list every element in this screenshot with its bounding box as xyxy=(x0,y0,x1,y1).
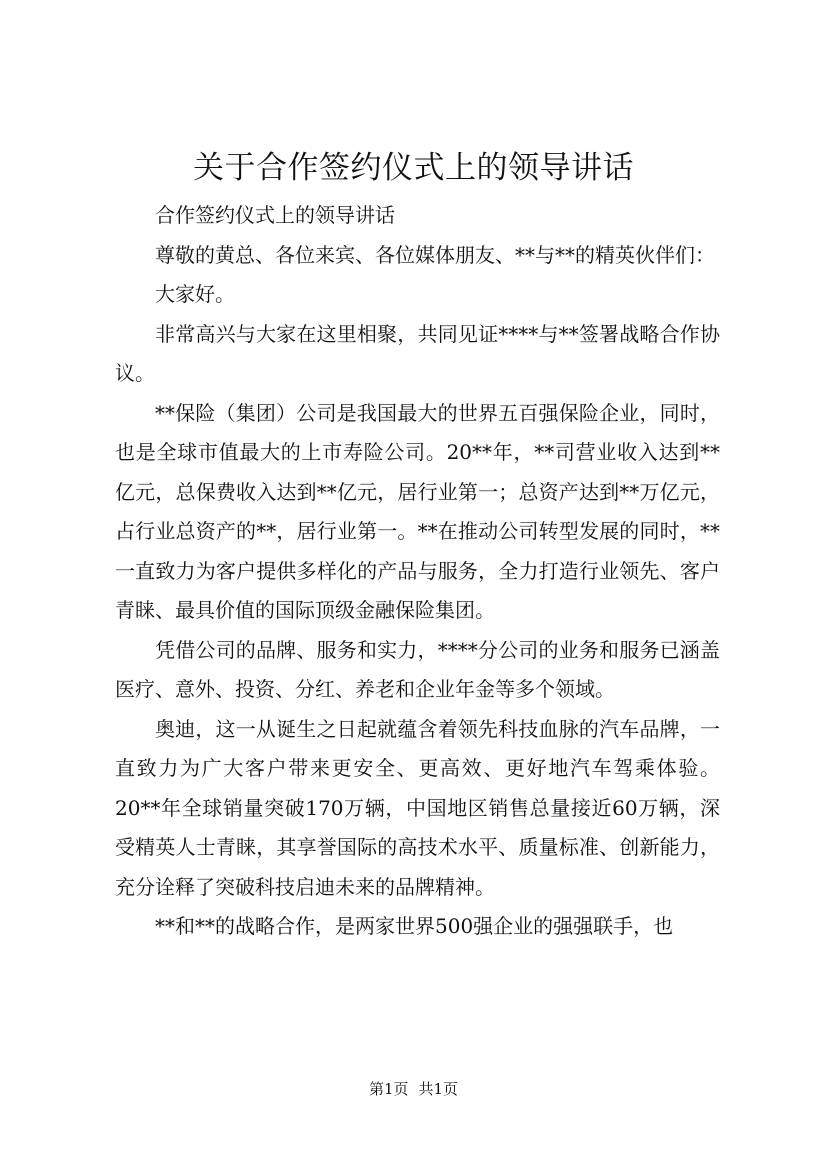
paragraph-partnership: **和**的战略合作，是两家世界500强企业的强强联手，也 xyxy=(155,914,674,938)
paragraph-subtitle: 合作签约仪式上的领导讲话 xyxy=(155,203,395,227)
paragraph-company-profile: **保险（集团）公司是我国最大的世界五百强保险企业，同时，也是全球市值最大的上市寿险公司。20**年，**司营业收入达到**亿元，总保费收入达到**亿元，居行业第一；总资产达到**万亿元，占行业总资产的**，居行业第一。**在推动公司转型发展的同时，**一直致力为客户提供多样化的产品与服务，全力打造行业领先、客户青睐、最具价值的国际顶级金融保险集团。 xyxy=(115,400,720,622)
paragraph-greeting: 大家好。 xyxy=(155,282,235,306)
page-number: 第1页 xyxy=(368,1080,409,1098)
paragraph-business-scope: 凭借公司的品牌、服务和实力，****分公司的业务和服务已涵盖医疗、意外、投资、分红、养老和企业年金等多个领域。 xyxy=(115,637,720,701)
paragraph-salutation: 尊敬的黄总、各位来宾、各位媒体朋友、**与**的精英伙伴们： xyxy=(155,242,715,267)
document-title: 关于合作签约仪式上的领导讲话 xyxy=(193,150,634,186)
document-body xyxy=(115,196,720,947)
page-total: 共1页 xyxy=(418,1080,459,1098)
paragraph-intro: 非常高兴与大家在这里相聚，共同见证****与**签署战略合作协议。 xyxy=(115,321,720,385)
paragraph-audi-profile: 奥迪，这一从诞生之日起就蕴含着领先科技血脉的汽车品牌，一直致力为广大客户带来更安全、更高效、更好地汽车驾乘体验。20**年全球销量突破170万辆，中国地区销售总量接近60万辆，深受精英人士青睐，其享誉国际的高技术水平、质量标准、创新能力，充分诠释了突破科技启迪未来的品牌精神。 xyxy=(115,716,720,899)
page-footer xyxy=(0,1079,827,1099)
